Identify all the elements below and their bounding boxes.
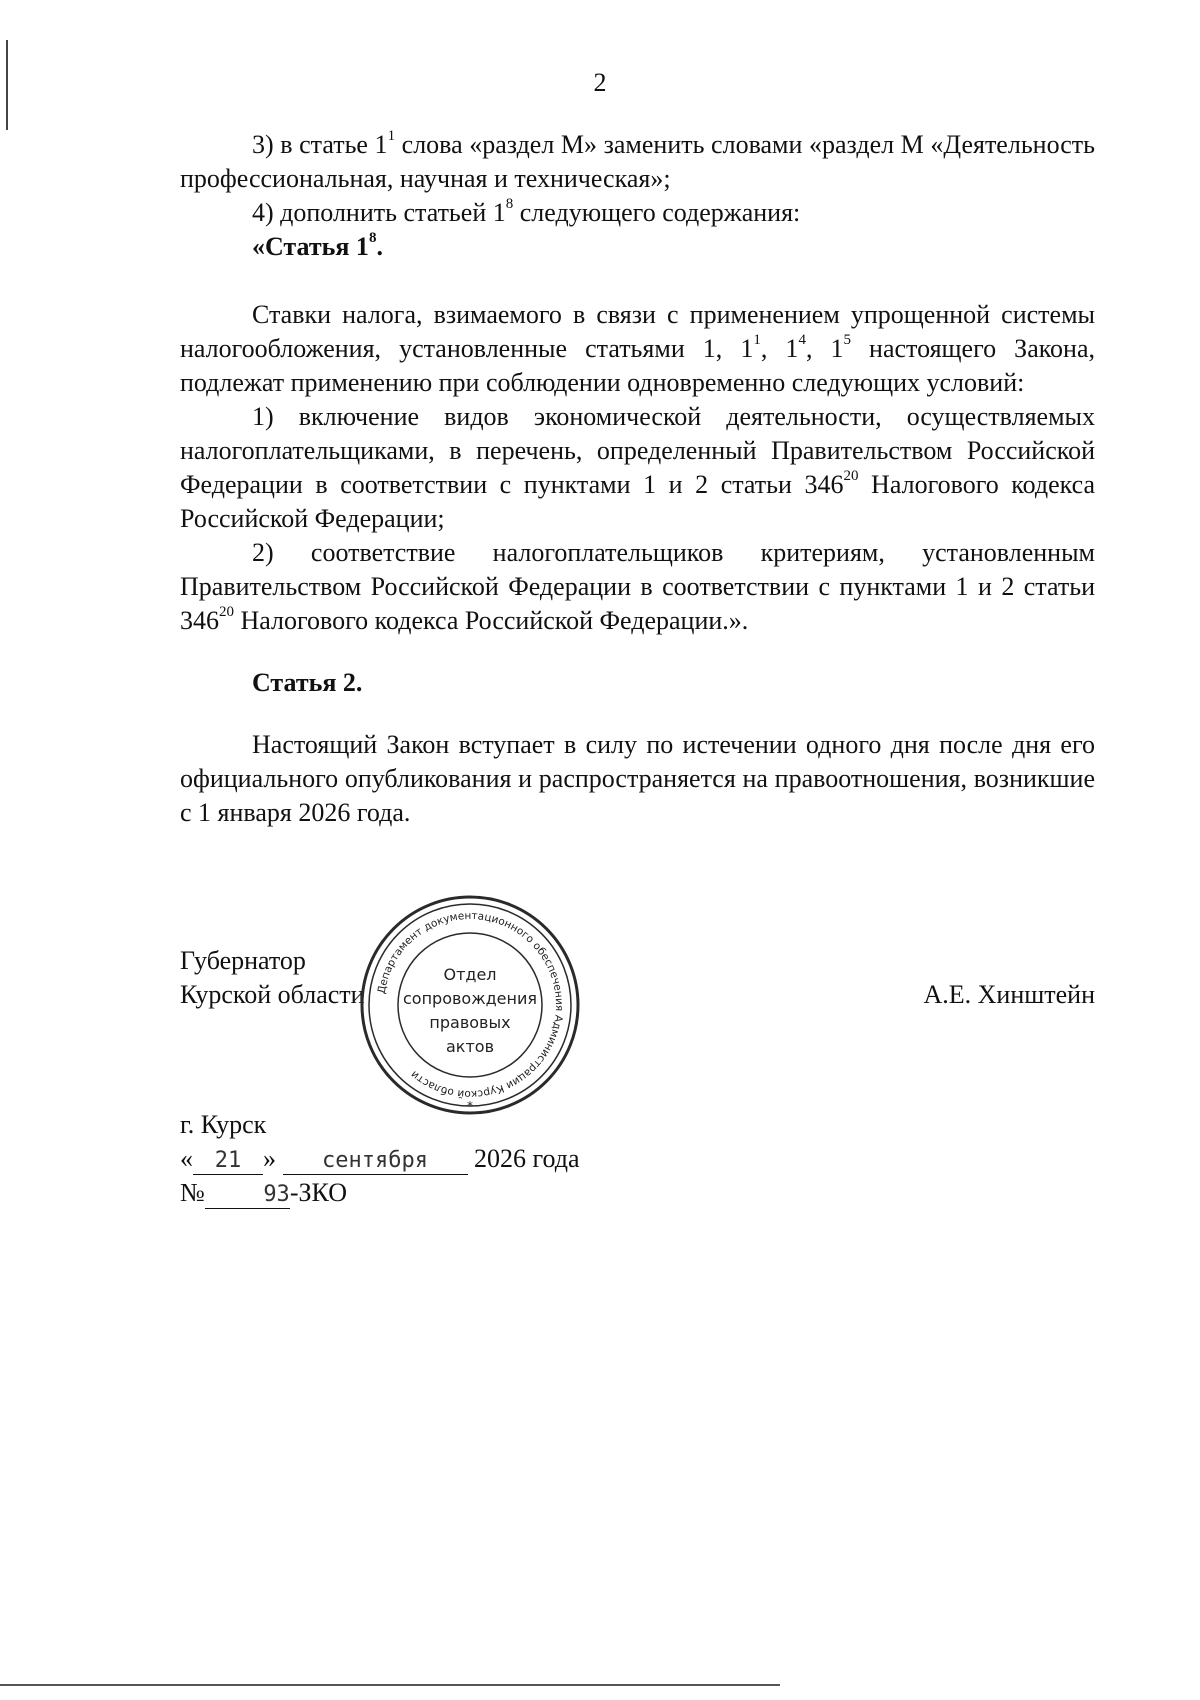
- date-quote-close: »: [263, 1144, 276, 1173]
- condition-1: 1) включение видов экономической деятельности, осуществляемых налогоплательщиками, в перечень, определенный Правительством Российской Федерации в соответствии с пунктами 1 и 2 статьи $346^{20}$ Налогового кодекса Российской Федерации;: [180, 402, 1095, 533]
- city: г. Курск: [180, 1110, 267, 1139]
- svg-text:*: *: [467, 1099, 473, 1113]
- seal-ring-text: Департамент документационного обеспечения Администрации Курской области: [375, 909, 566, 1101]
- official-seal: [355, 890, 585, 1120]
- article-2-heading: Статья 2.: [252, 668, 363, 697]
- signing-date: [180, 1142, 580, 1176]
- number-value: 93: [205, 1182, 290, 1209]
- article-1-8-heading: «Статья $1^8$.: [252, 230, 383, 261]
- date-year: 2026 года: [474, 1144, 580, 1173]
- seal-center-line1: Отдел: [443, 965, 497, 984]
- signer-name: А.Е. Хинштейн: [923, 980, 1095, 1009]
- governor-title-line1: Губернатор: [180, 946, 306, 975]
- seal-center-line3: правовых: [429, 1013, 511, 1032]
- article-2-text: Настоящий Закон вступает в силу по истечении одного дня после дня его официального опубликования и распространяется на правоотношения, возникшие с 1 января 2026 года.: [180, 730, 1095, 827]
- document-body: [180, 128, 1095, 830]
- page-number: 2: [593, 68, 607, 97]
- number-label: №: [180, 1178, 205, 1207]
- law-number: [180, 1176, 347, 1210]
- governor-title: [180, 944, 365, 1012]
- number-suffix: -ЗКО: [289, 1178, 347, 1207]
- paragraph-tax-rates: Ставки налога, взимаемого в связи с применением упрощенной системы налогообложения, установленные статьями 1, $1^1$, $1^4$, $1^5$ настоящего Закона, подлежат применению при соблюдении одновременно следующих условий:: [180, 300, 1096, 397]
- item-3: 3) в статье $1^1$ слова «раздел М» заменить словами «раздел М «Деятельность профессиональная, научная и техническая»;: [180, 128, 1095, 193]
- condition-2: 2) соответствие налогоплательщиков критериям, установленным Правительством Российской Федерации в соответствии с пунктами 1 и 2 статьи $346^{20}$ Налогового кодекса Российской Федерации.».: [180, 538, 1095, 635]
- seal-center-line2: сопровождения: [402, 989, 538, 1008]
- date-day: 21: [193, 1148, 263, 1175]
- governor-title-line2: Курской области: [180, 980, 365, 1009]
- scan-edge-bottom: [0, 1684, 780, 1686]
- date-quote-open: «: [180, 1144, 193, 1173]
- seal-center-line4: актов: [445, 1037, 495, 1056]
- date-month: сентября: [283, 1148, 468, 1175]
- item-4: 4) дополнить статьей $1^8$ следующего содержания:: [252, 196, 801, 227]
